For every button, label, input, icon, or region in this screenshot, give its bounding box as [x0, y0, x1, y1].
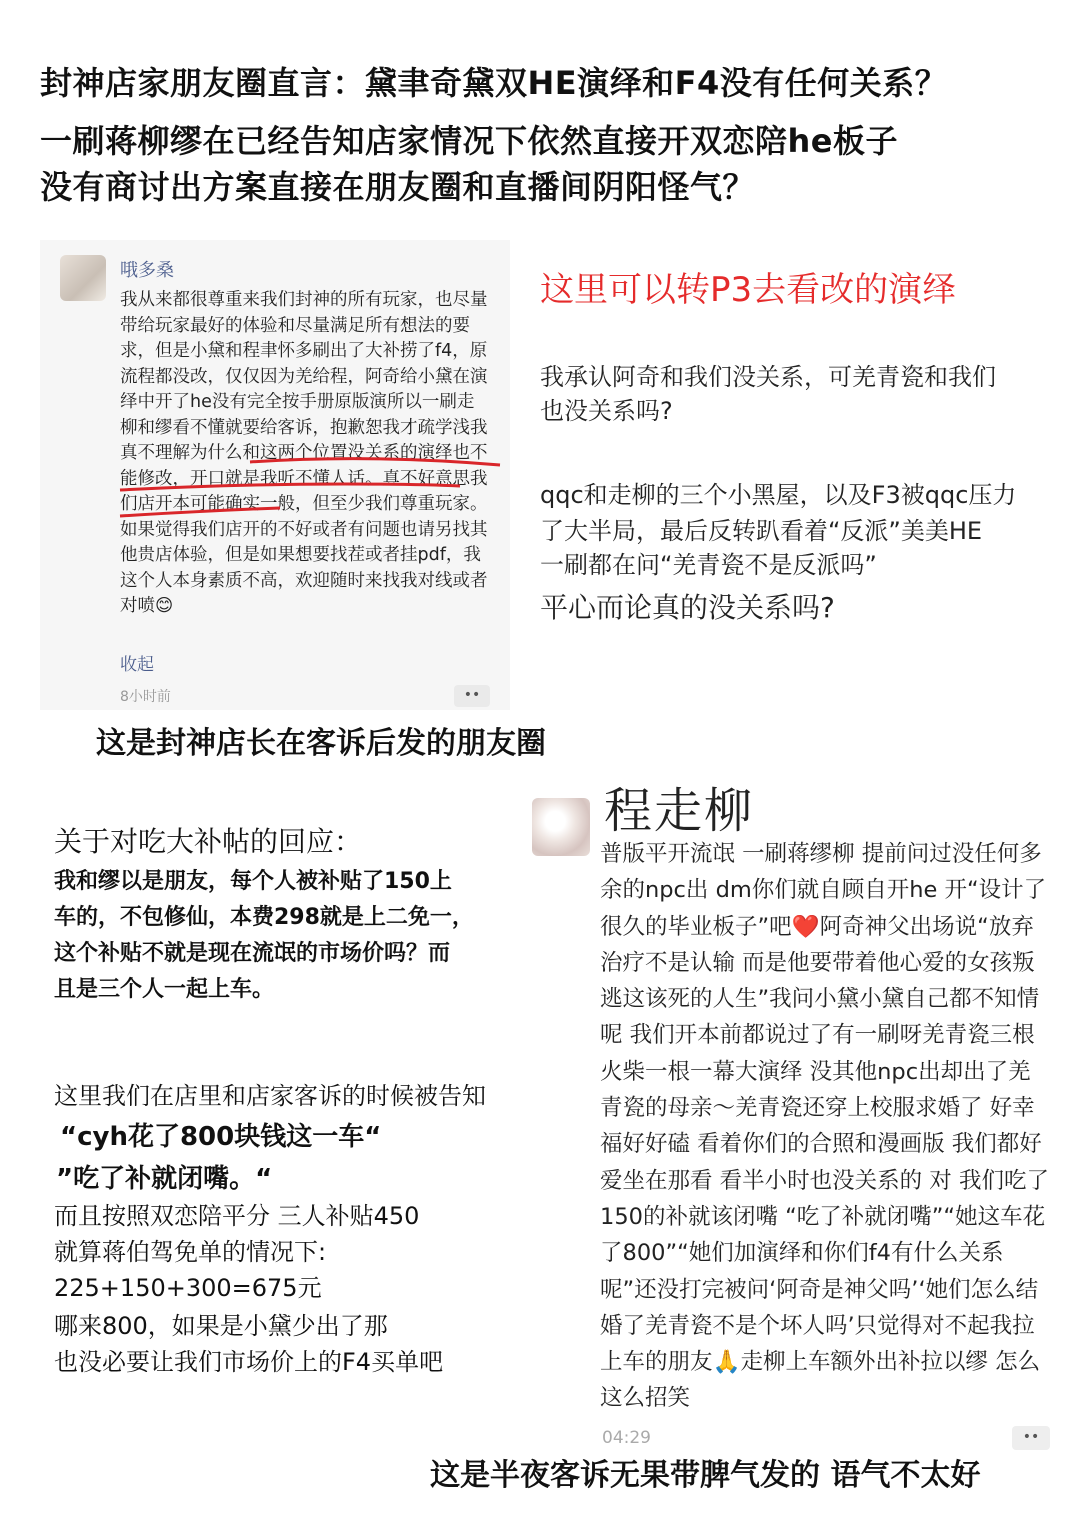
post-username[interactable]: 哦多桑 [120, 260, 174, 281]
told-line: 这里我们在店里和店家客诉的时候被告知 [54, 1082, 486, 1110]
note-2-line-1: qqc和走柳的三个小黑屋，以及F3被qqc压力 [540, 481, 1017, 509]
post-username[interactable]: 程走柳 [604, 783, 755, 839]
post-body: 普版平开流氓 一刷蒋缪柳 提前问过没任何多余的npc出 dm你们就自顾自开he 开“设计了很久的毕业板子”吧❤️阿奇神父出场说“放弃治疗不是认输 而是他要带着他心爱的女孩叛逃这该死的人生”我问小黛小黛自己都不知情呢 我们开本前都说过了有一刷呀羌青瓷三根火柴一根一幕大演绎 没其他npc出却出了羌青瓷的母亲～羌青瓷还穿上校服求婚了 好幸福好好磕 看着你们的合照和漫画版 我们都好爱坐在那看 看半小时也没关系的 对 我们吃了150的补就该闭嘴 “吃了补就闭嘴”“她这车花了800”“她们加演绎和你们f4有什么关系呢”还没打完被问‘阿奇是神父吗’‘她们怎么结婚了羌青瓷不是个坏人吗’只觉得对不起我拉上车的朋友🙏走柳上车额外出补拉以缪 怎么这么招笑 [600, 841, 1049, 1412]
note-3: 平心而论真的没关系吗? [540, 591, 835, 624]
note-1-line-1: 我承认阿奇和我们没关系，可羌青瓷和我们 [540, 363, 996, 391]
response-title: 关于对吃大补帖的回应： [54, 825, 363, 858]
post-time: 8小时前 [120, 689, 171, 705]
math-line-4: 哪来800，如果是小黛少出了那 [54, 1312, 388, 1340]
caption-2: 这是半夜客诉无果带脾气发的 语气不太好 [430, 1458, 981, 1493]
math-line-1: 而且按照双恋陪平分 三人补贴450 [54, 1202, 420, 1230]
response-line-4: 且是三个人一起上车。 [54, 977, 275, 1002]
math-line-2: 就算蒋伯驾免单的情况下: [54, 1238, 327, 1266]
quote-1: “cyh花了800块钱这一车“ [60, 1122, 382, 1152]
math-line-5: 也没必要让我们市场价上的F4买单吧 [54, 1348, 444, 1376]
response-line-3: 这个补贴不就是现在流氓的市场价吗？而 [54, 941, 451, 966]
moments-post-screenshot-1 [40, 240, 510, 710]
quote-2: ”吃了补就闭嘴。“ [56, 1164, 273, 1194]
note-1-line-2: 也没关系吗? [540, 397, 673, 425]
underline-mark-1 [250, 459, 500, 465]
avatar [532, 798, 590, 856]
more-options-button[interactable]: •• [1012, 1426, 1050, 1450]
underline-mark-2 [120, 484, 460, 490]
red-annotation: 这里可以转P3去看改的演绎 [540, 270, 957, 310]
post-body: 我从来都很尊重来我们封神的所有玩家，也尽量带给玩家最好的体验和尽量满足所有想法的要求，但是小黛和程聿怀多刷出了大补捞了f4，原流程都没改，仅仅因为羌给程，阿奇给小黛在演绎中开了he没有完全按手册原版演所以一刷走柳和缪看不懂就要给客诉，抱歉恕我才疏学浅我真不理解为什么和这两个位置没关系的演绎也不能修改，开口就是我听不懂人话。真不好意思我们店开本可能确实一般，但至少我们尊重玩家。如果觉得我们店开的不好或者有问题也请另找其他贵店体验，但是如果想要找茬或者挂pdf，我这个人本身素质不高，欢迎随时来找我对线或者对喷😊 [120, 290, 488, 616]
underline-mark-3 [120, 508, 280, 516]
post-time: 04:29 [602, 1428, 651, 1448]
note-2-line-2: 了大半局，最后反转趴看着“反派”美美HE [540, 517, 983, 545]
collapse-link[interactable]: 收起 [120, 655, 154, 675]
note-2-line-3: 一刷都在问“羌青瓷不是反派吗” [540, 551, 877, 579]
red-underline-marks [40, 240, 510, 710]
response-line-2: 车的，不包修仙，本费298就是上二免一， [54, 905, 474, 930]
math-line-3: 225+150+300=675元 [54, 1274, 322, 1302]
caption-1: 这是封神店长在客诉后发的朋友圈 [96, 726, 546, 761]
response-line-1: 我和缪以是朋友，每个人被补贴了150上 [54, 869, 452, 894]
more-options-button[interactable]: •• [454, 685, 490, 707]
headline-3: 没有商讨出方案直接在朋友圈和直播间阴阳怪气？ [40, 168, 756, 206]
headline-2: 一刷蒋柳缪在已经告知店家情况下依然直接开双恋陪he板子 [40, 122, 898, 160]
headline-1: 封神店家朋友圈直言：黛聿奇黛双HE演绎和F4没有任何关系？ [40, 64, 948, 102]
